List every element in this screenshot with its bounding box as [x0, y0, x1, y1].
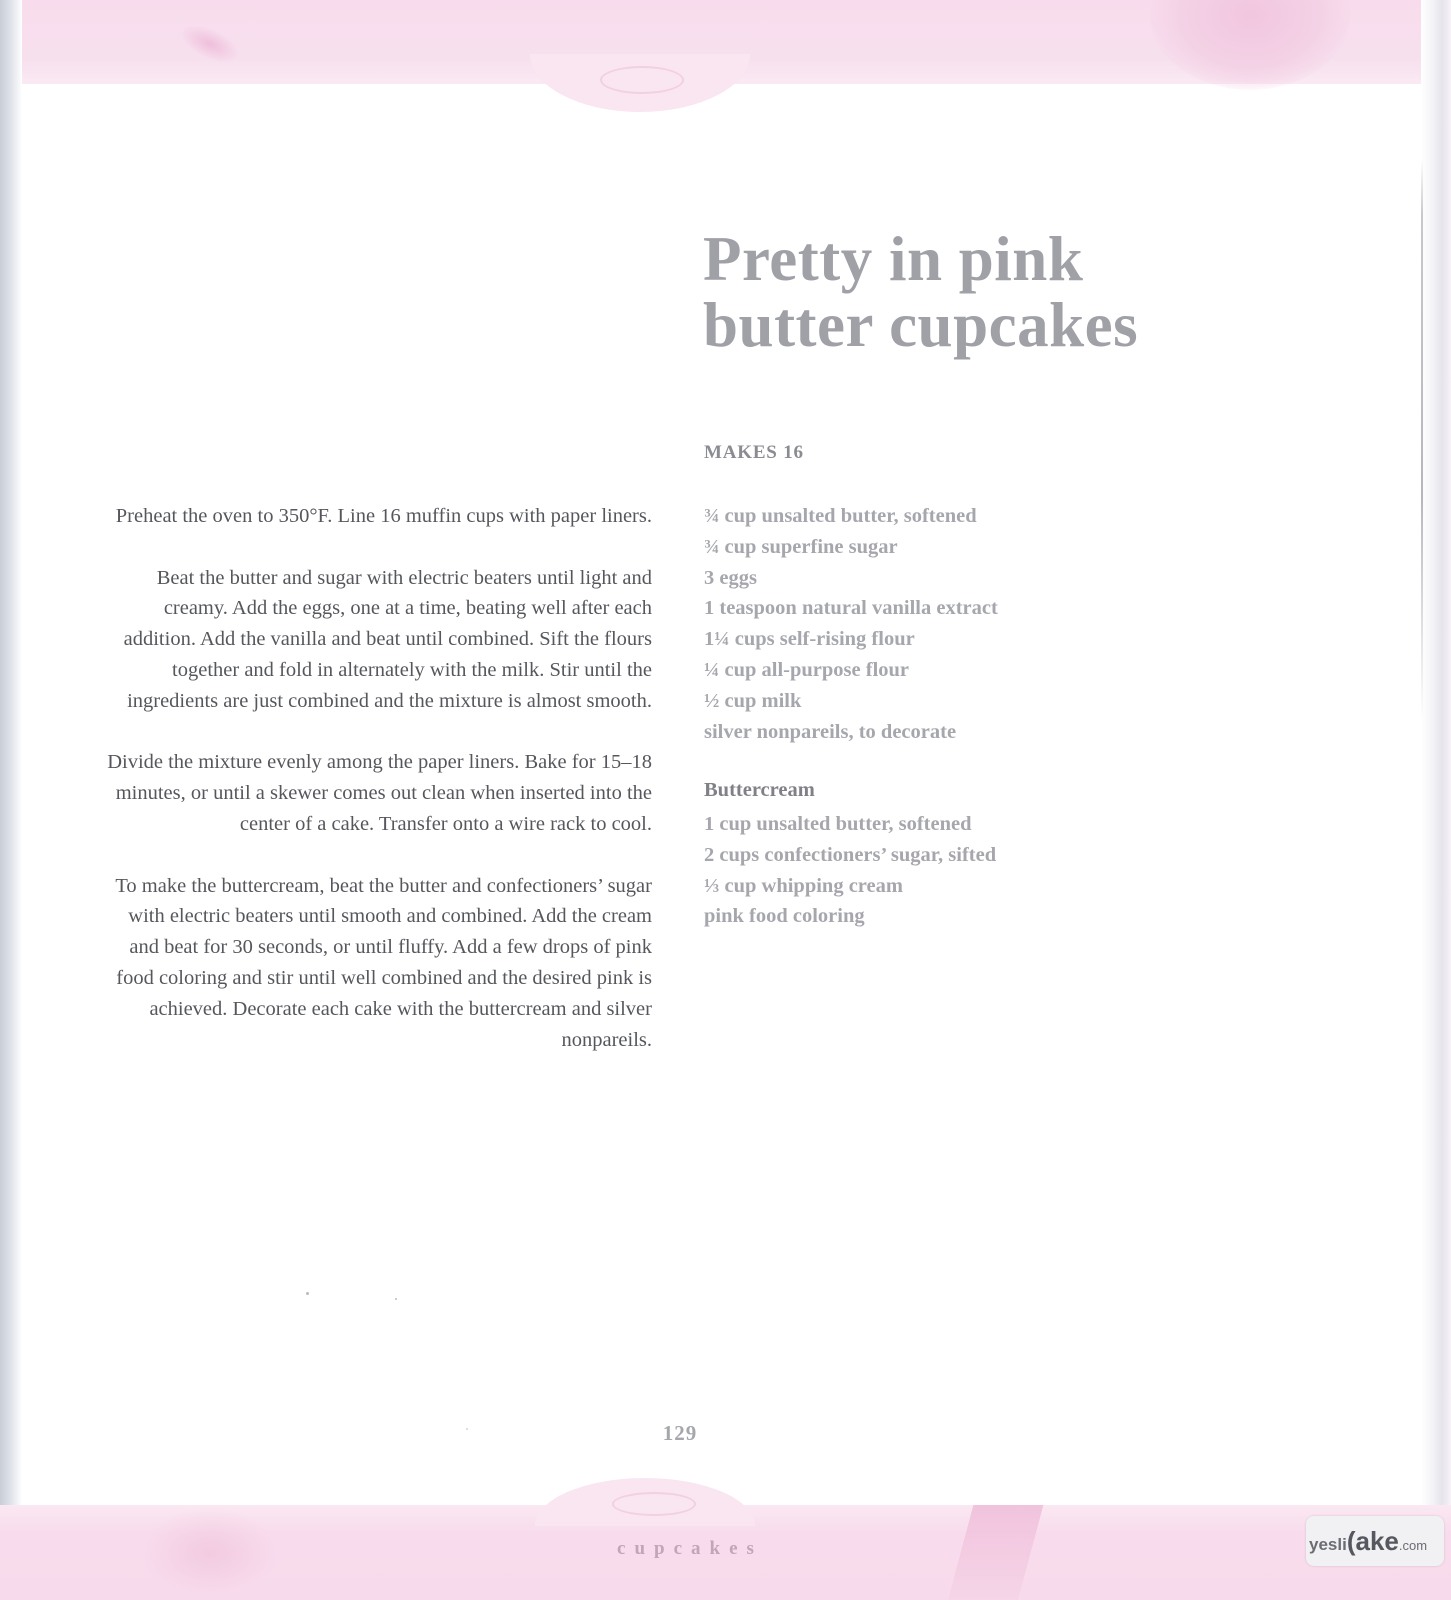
ingredient-item: ½ cup milk	[704, 689, 802, 712]
ingredient-list	[704, 501, 998, 747]
ingredient-item: silver nonpareils, to decorate	[704, 720, 957, 743]
watermark-logo	[1309, 1526, 1427, 1557]
scan-speck	[466, 1428, 468, 1430]
page-edge	[1421, 0, 1451, 1600]
recipe-title-line: butter cupcakes	[703, 290, 1139, 360]
watermark-text: (	[1346, 1526, 1356, 1556]
scan-speck	[306, 1292, 309, 1295]
method-step: To make the buttercream, beat the butter and confectioners’ sugar with electric beaters until smooth and combined. Add the cream and beat for 30 seconds, or until fluffy. Add a few drops of pink food coloring and stir until well combined and the desired pink is achieved. Decorate each cake with the buttercream and silver nonpareils.	[115, 874, 652, 1051]
ingredient-item: pink food coloring	[704, 905, 865, 928]
running-footer: cupcakes	[617, 1538, 763, 1559]
method-step: Divide the mixture evenly among the paper liners. Bake for 15–18 minutes, or until a skewer comes out clean when inserted into the center of a cake. Transfer onto a wire rack to cool.	[107, 751, 652, 835]
ingredient-item: ⅓ cup whipping cream	[704, 874, 903, 897]
ingredient-item: ¾ cup unsalted butter, softened	[704, 505, 977, 527]
ingredient-item: 1 cup unsalted butter, softened	[704, 813, 972, 835]
method-step: Preheat the oven to 350°F. Line 16 muffin cups with paper liners.	[115, 505, 652, 527]
ingredient-item: 2 cups confectioners’ sugar, sifted	[704, 843, 997, 866]
buttercream-heading: Buttercream	[704, 779, 815, 801]
ingredient-item: ¾ cup superfine sugar	[704, 535, 898, 558]
buttercream-ingredient-list	[704, 809, 996, 932]
ingredient-item: 1¼ cups self-rising flour	[704, 628, 915, 651]
ingredient-item: 3 eggs	[704, 566, 757, 589]
recipe-title	[703, 226, 1343, 358]
method-text	[95, 501, 652, 1086]
scan-speck	[395, 1298, 397, 1300]
watermark-text: yesli	[1309, 1535, 1347, 1554]
page-number: 129	[662, 1421, 698, 1445]
watermark-text: ake	[1355, 1526, 1399, 1556]
page-edge-line	[1421, 160, 1423, 720]
ornament-scroll-detail	[600, 66, 684, 94]
flower-pattern	[140, 1508, 280, 1598]
ingredient-item: 1 teaspoon natural vanilla extract	[704, 597, 998, 620]
ornament-scroll-detail	[612, 1492, 696, 1516]
ingredient-item: ¼ cup all-purpose flour	[704, 658, 910, 681]
recipe-title-line: Pretty in pink	[703, 224, 1084, 294]
watermark-text: .com	[1398, 1538, 1428, 1553]
recipe-yield: MAKES 16	[704, 442, 804, 463]
book-gutter-shadow	[0, 0, 22, 1600]
method-step: Beat the butter and sugar with electric beaters until light and creamy. Add the eggs, one at a time, beating well after each addition. Add the vanilla and beat until combined. Sift the flours together and fold in alternately with the milk. Stir until the ingredients are just combined and the mixture is almost smooth.	[123, 566, 652, 712]
